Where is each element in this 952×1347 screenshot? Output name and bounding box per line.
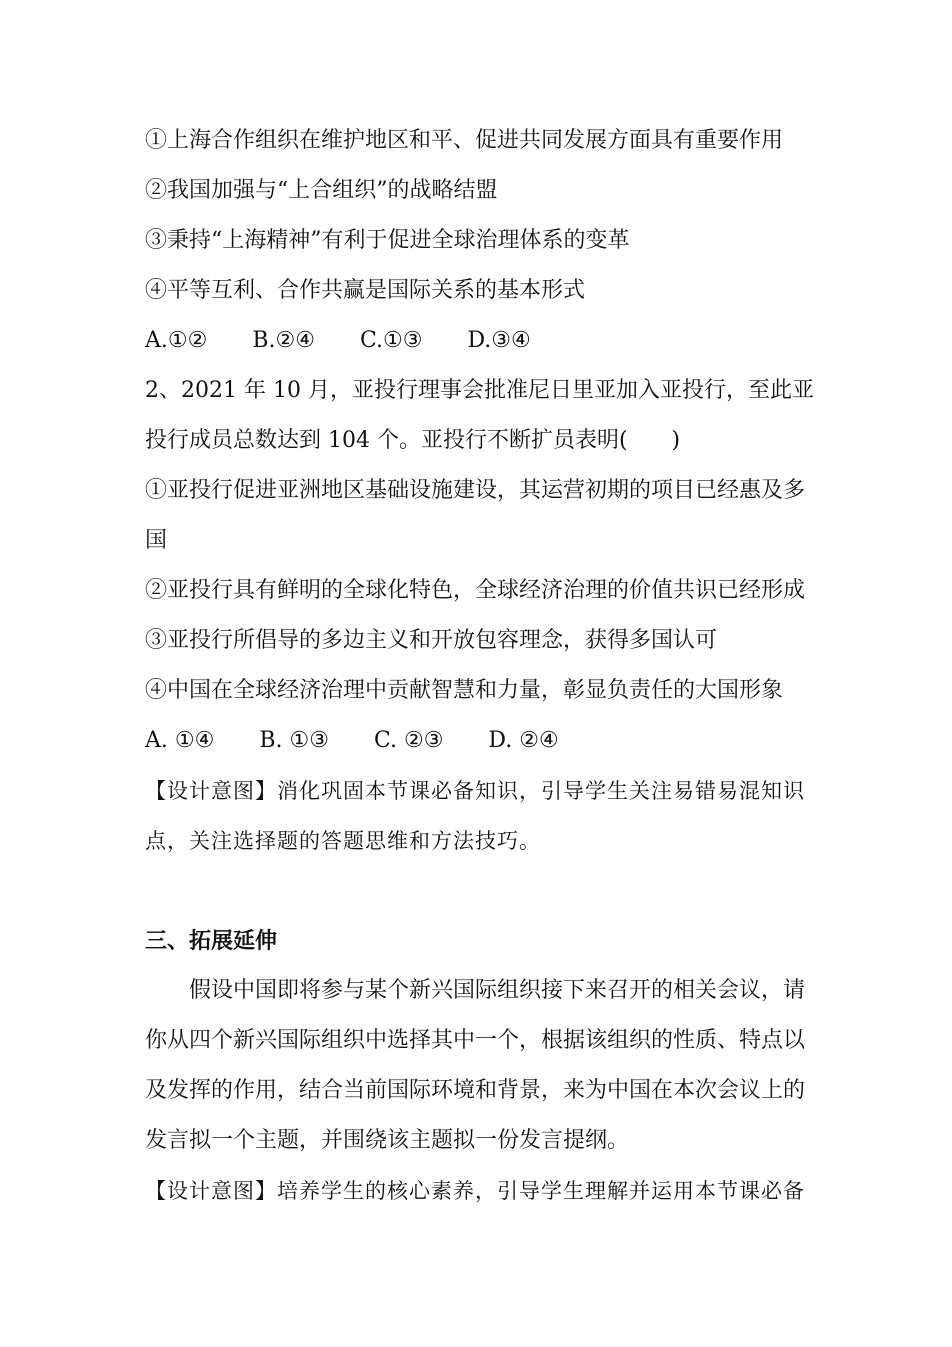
q1-statement-1: ①上海合作组织在维护地区和平、促进共同发展方面具有重要作用 — [145, 128, 784, 153]
q2-statement-4: ④中国在全球经济治理中贡献智慧和力量，彰显负责任的大国形象 — [145, 678, 784, 703]
design-intent-1-line-1: 【设计意图】消化巩固本节课必备知识，引导学生关注易错易混知识 — [145, 779, 805, 803]
q1-option-c: C.①③ — [359, 328, 423, 353]
q2-option-c: C. ②③ — [373, 728, 444, 753]
q1-option-b: B.②④ — [252, 328, 315, 353]
section-paragraph-line-1: 假设中国即将参与某个新兴国际组织接下来召开的相关会议，请 — [189, 978, 806, 1003]
q2-statement-1-line-1: ①亚投行促进亚洲地区基础设施建设，其运营初期的项目已经惠及多 — [145, 478, 806, 503]
q2-stem-line-2: 投行成员总数达到 104 个。亚投行不断扩员表明( ) — [145, 428, 681, 453]
q2-option-b: B. ①③ — [259, 728, 329, 753]
q2-statement-3: ③亚投行所倡导的多边主义和开放包容理念，获得多国认可 — [145, 628, 718, 653]
section-paragraph-line-4: 发言拟一个主题，并围绕该主题拟一份发言提纲。 — [145, 1128, 630, 1153]
section-paragraph-line-2: 你从四个新兴国际组织中选择其中一个，根据该组织的性质、特点以 — [145, 1028, 806, 1053]
q2-statement-2: ②亚投行具有鲜明的全球化特色，全球经济治理的价值共识已经形成 — [145, 578, 806, 603]
design-intent-2-line-1: 【设计意图】培养学生的核心素养，引导学生理解并运用本节课必备 — [145, 1179, 805, 1203]
q1-statement-3: ③秉持“上海精神”有利于促进全球治理体系的变革 — [145, 228, 630, 253]
q1-option-d: D.③④ — [467, 328, 531, 353]
q2-option-a: A. ①④ — [145, 728, 215, 753]
q1-statement-2: ②我国加强与“上合组织”的战略结盟 — [145, 178, 498, 203]
section-paragraph-line-3: 及发挥的作用，结合当前国际环境和背景，来为中国在本次会议上的 — [145, 1078, 806, 1103]
q1-statement-4: ④平等互利、合作共赢是国际关系的基本形式 — [145, 278, 586, 303]
q2-stem-line-1: 2、2021 年 10 月，亚投行理事会批准尼日里亚加入亚投行，至此亚 — [145, 378, 814, 403]
q2-options — [145, 727, 815, 755]
q1-option-a: A.①② — [145, 328, 208, 353]
q1-options — [145, 327, 815, 355]
design-intent-1-line-2: 点，关注选择题的答题思维和方法技巧。 — [145, 829, 541, 853]
section-heading: 三、拓展延伸 — [145, 928, 278, 954]
q2-statement-1-line-2: 国 — [145, 528, 168, 553]
q2-option-d: D. ②④ — [488, 728, 559, 753]
